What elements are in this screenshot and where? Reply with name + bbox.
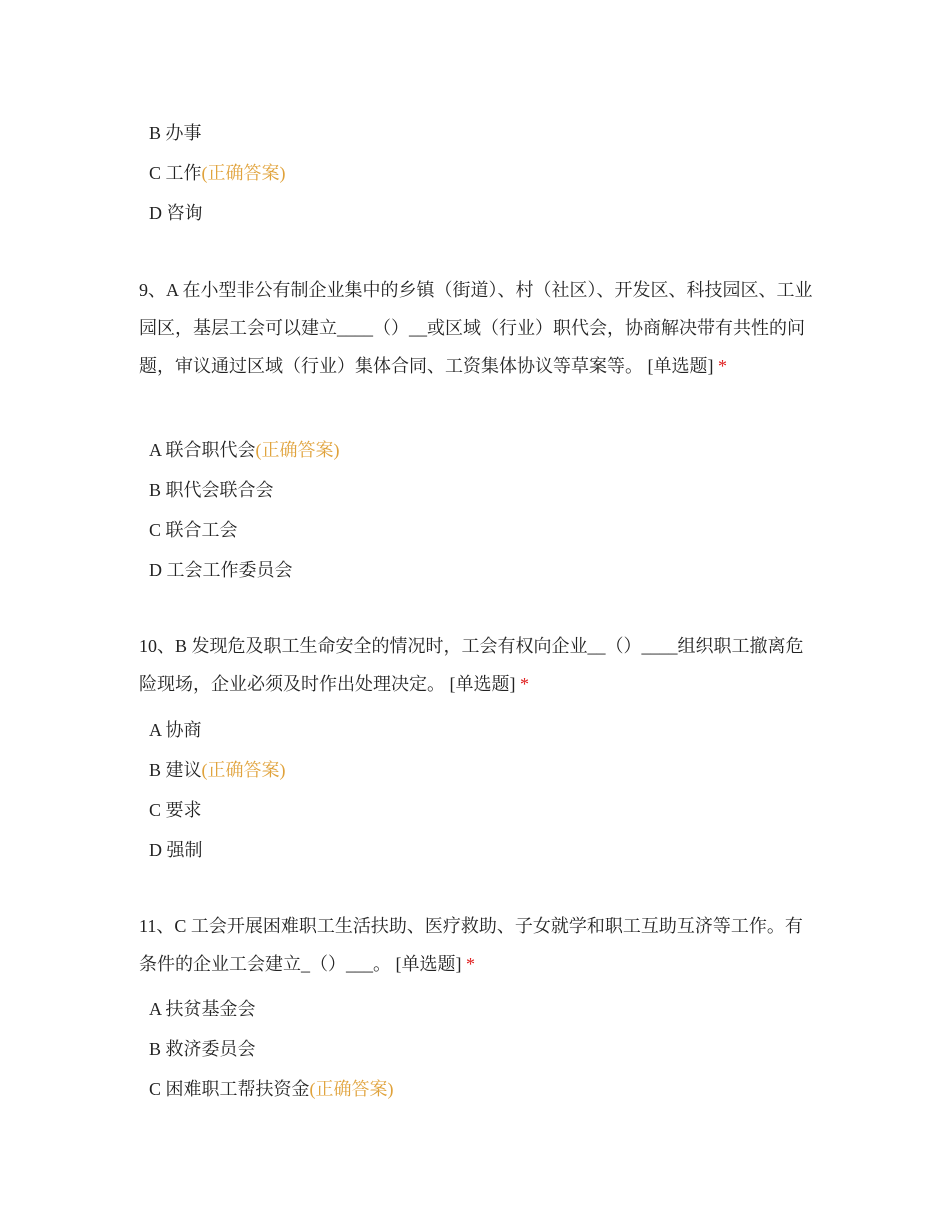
required-star: *: [718, 356, 727, 376]
q9-option-d[interactable]: [149, 550, 340, 590]
option-label: C 要求: [149, 800, 202, 820]
option-label: A 扶贫基金会: [149, 999, 256, 1019]
option-label: C 困难职工帮扶资金: [149, 1079, 310, 1099]
q9-option-b[interactable]: [149, 470, 340, 510]
required-star: *: [466, 954, 475, 974]
q9-option-a[interactable]: [149, 430, 340, 470]
q11-option-a[interactable]: [149, 989, 394, 1029]
q11-option-b[interactable]: [149, 1029, 394, 1069]
q9-option-c[interactable]: [149, 510, 340, 550]
q8-option-d[interactable]: [149, 193, 286, 233]
option-label: D 工会工作委员会: [149, 560, 293, 580]
option-label: C 联合工会: [149, 520, 238, 540]
q9-options: [149, 430, 340, 590]
correct-answer-marker: (正确答案): [201, 163, 286, 183]
q10-option-b[interactable]: [149, 750, 286, 790]
q8-option-b[interactable]: [149, 113, 286, 153]
q8-option-c[interactable]: [149, 153, 286, 193]
required-star: *: [520, 674, 529, 694]
q10-option-a[interactable]: [149, 710, 286, 750]
option-label: D 咨询: [149, 203, 203, 223]
q11-options: [149, 989, 394, 1109]
option-label: B 职代会联合会: [149, 480, 274, 500]
option-label: C 工作: [149, 163, 202, 183]
option-label: A 联合职代会: [149, 440, 256, 460]
correct-answer-marker: (正确答案): [255, 440, 340, 460]
question-text: 9、A 在小型非公有制企业集中的乡镇（街道）、村（社区）、开发区、科技园区、工业园区，基层工会可以建立____（）__或区域（行业）职代会，协商解决带有共性的问题，审议通过区域（行业）集体合同、工资集体协议等草案等。 [单选题]: [139, 280, 813, 376]
question-text: 10、B 发现危及职工生命安全的情况时，工会有权向企业__（）____组织职工撤离危险现场，企业必须及时作出处理决定。 [单选题]: [139, 636, 804, 694]
option-label: B 办事: [149, 123, 202, 143]
q10-question: [139, 627, 819, 703]
q10-option-c[interactable]: [149, 790, 286, 830]
correct-answer-marker: (正确答案): [309, 1079, 394, 1099]
q10-options: [149, 710, 286, 870]
option-label: D 强制: [149, 840, 203, 860]
option-label: A 协商: [149, 720, 202, 740]
q9-question: [139, 271, 819, 385]
q11-question: [139, 907, 819, 983]
q11-option-c[interactable]: [149, 1069, 394, 1109]
correct-answer-marker: (正确答案): [201, 760, 286, 780]
option-label: B 救济委员会: [149, 1039, 256, 1059]
q8-options: [149, 113, 286, 233]
q10-option-d[interactable]: [149, 830, 286, 870]
option-label: B 建议: [149, 760, 202, 780]
question-text: 11、C 工会开展困难职工生活扶助、医疗救助、子女就学和职工互助互济等工作。有条件的企业工会建立_（）___。 [单选题]: [139, 916, 803, 974]
